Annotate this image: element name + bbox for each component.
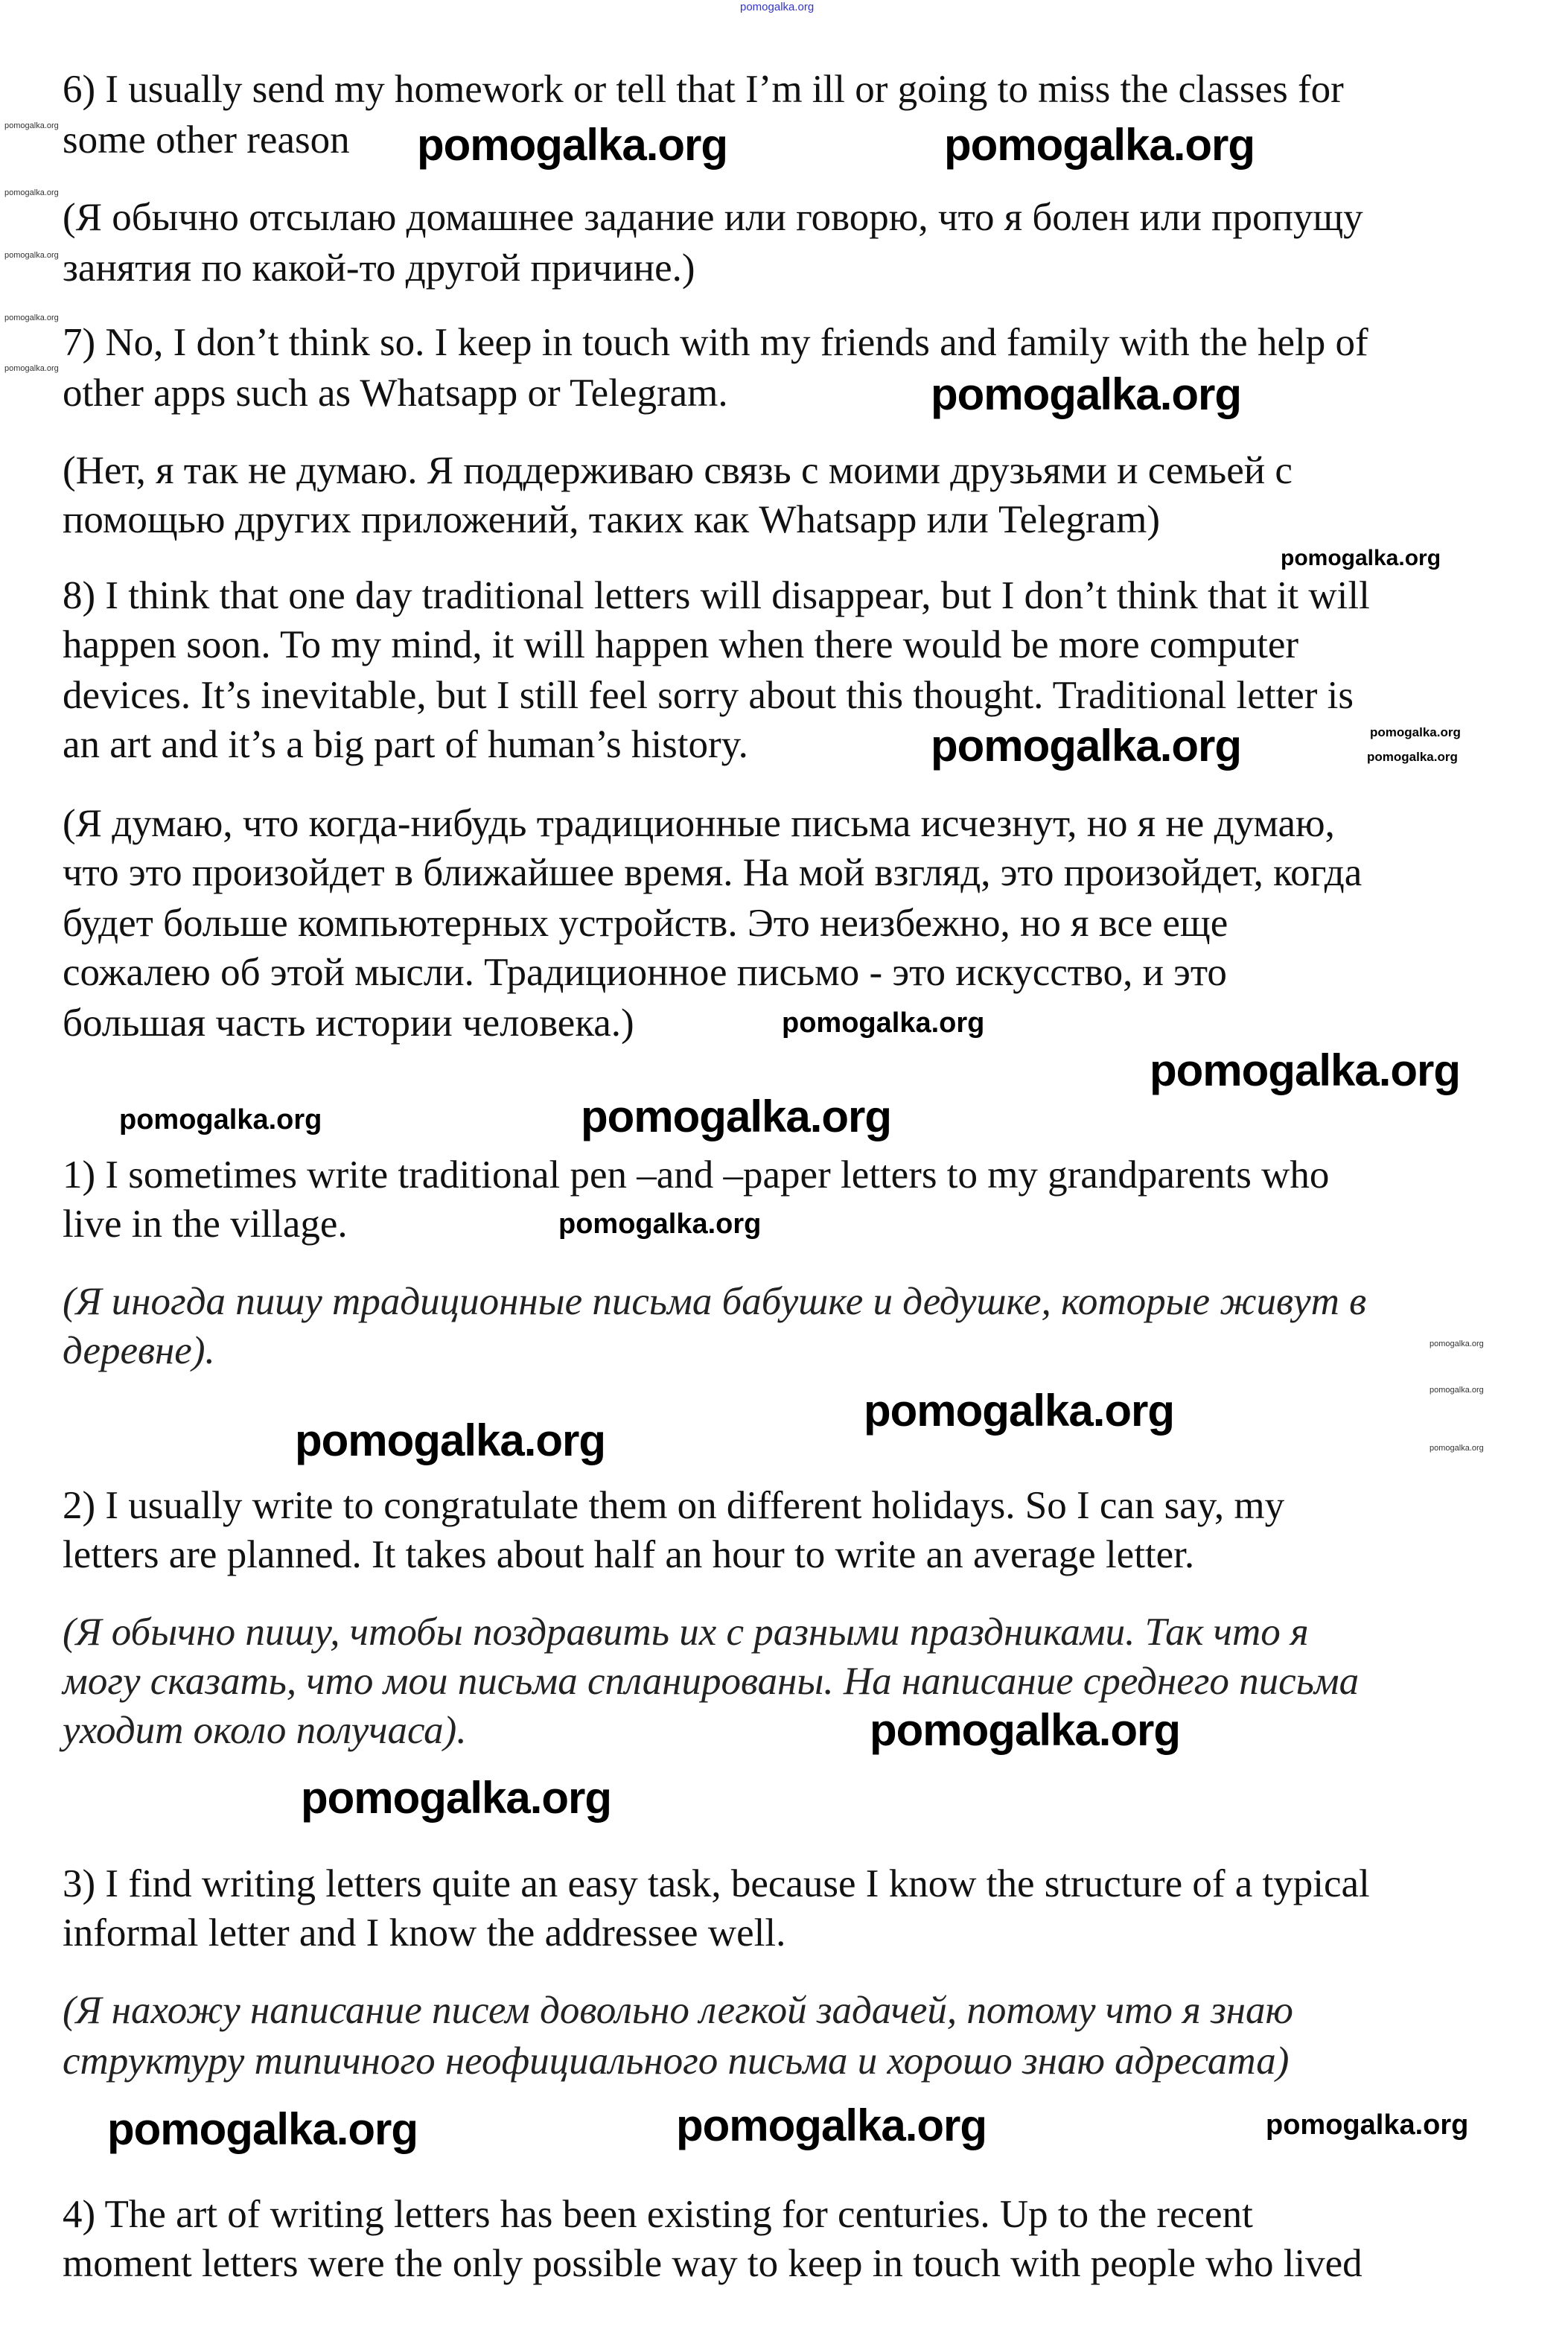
answer-3-line: informal letter and I know the addressee well. xyxy=(63,1911,786,1955)
translation-8-line: сожалею об этой мысли. Традиционное письмо - это искусство, и это xyxy=(63,951,1227,994)
answer-1-line: live in the village. xyxy=(63,1203,348,1246)
watermark-tiny: pomogalka.org xyxy=(4,188,59,197)
watermark: pomogalka.org xyxy=(782,1007,985,1039)
watermark: pomogalka.org xyxy=(944,120,1255,170)
translation-3-line: (Я нахожу написание писем довольно легкой задачей, потому что я знаю xyxy=(63,1989,1293,2032)
watermark: pomogalka.org xyxy=(864,1386,1175,1436)
translation-2-line: могу сказать, что мои письма спланированы. На написание среднего письма xyxy=(63,1660,1360,1703)
watermark-tiny: pomogalka.org xyxy=(1430,1340,1484,1348)
answer-4-line: moment letters were the only possible way to keep in touch with people who lived xyxy=(63,2242,1363,2285)
translation-6-line: (Я обычно отсылаю домашнее задание или говорю, что я болен или пропущу xyxy=(63,196,1363,239)
watermark: pomogalka.org xyxy=(558,1208,762,1240)
answer-1-line: 1) I sometimes write traditional pen –and –paper letters to my grandparents who xyxy=(63,1153,1330,1197)
answer-7-line: 7) No, I don’t think so. I keep in touch with my friends and family with the help of xyxy=(63,321,1368,364)
answer-7-line: other apps such as Whatsapp or Telegram. xyxy=(63,372,728,415)
watermark: pomogalka.org xyxy=(931,369,1242,419)
translation-8-line: что это произойдет в ближайшее время. На мой взгляд, это произойдет, когда xyxy=(63,851,1363,894)
translation-3-line: структуру типичного неофициального письма и хорошо знаю адресата) xyxy=(63,2039,1290,2083)
answer-6-line: some other reason xyxy=(63,118,350,162)
watermark-tiny: pomogalka.org xyxy=(4,251,59,260)
answer-4-line: 4) The art of writing letters has been existing for centuries. Up to the recent xyxy=(63,2193,1253,2236)
watermark-small: pomogalka.org xyxy=(1367,750,1458,764)
translation-2-line: уходит около получаса). xyxy=(63,1709,467,1752)
watermark: pomogalka.org xyxy=(119,1104,322,1135)
watermark-tiny: pomogalka.org xyxy=(4,364,59,373)
watermark: pomogalka.org xyxy=(931,721,1242,771)
answer-8-line: an art and it’s a big part of human’s history. xyxy=(63,723,748,766)
translation-6-line: занятия по какой-то другой причине.) xyxy=(63,246,695,290)
watermark: pomogalka.org xyxy=(1150,1045,1461,1095)
answer-8-line: 8) I think that one day traditional letters will disappear, but I don’t think that it will xyxy=(63,574,1370,617)
translation-7-line: (Нет, я так не думаю. Я поддерживаю связь с моими друзьями и семьей с xyxy=(63,449,1293,492)
watermark-small: pomogalka.org xyxy=(1370,725,1461,739)
watermark: pomogalka.org xyxy=(1266,2109,1469,2141)
translation-8-line: (Я думаю, что когда-нибудь традиционные письма исчезнут, но я не думаю, xyxy=(63,802,1335,845)
watermark-tiny: pomogalka.org xyxy=(4,121,59,130)
answer-8-line: happen soon. To my mind, it will happen when there would be more computer xyxy=(63,623,1299,666)
watermark-tiny: pomogalka.org xyxy=(4,313,59,322)
watermark: pomogalka.org xyxy=(870,1705,1181,1755)
answer-8-line: devices. It’s inevitable, but I still feel sorry about this thought. Traditional letter is xyxy=(63,674,1354,717)
answer-6-line: 6) I usually send my homework or tell that I’m ill or going to miss the classes for xyxy=(63,68,1344,111)
watermark-tiny: pomogalka.org xyxy=(1430,1386,1484,1395)
watermark: pomogalka.org xyxy=(417,120,728,170)
watermark: pomogalka.org xyxy=(107,2104,418,2154)
answer-2-line: 2) I usually write to congratulate them on different holidays. So I can say, my xyxy=(63,1484,1285,1527)
watermark: pomogalka.org xyxy=(1281,546,1441,570)
watermark-tiny: pomogalka.org xyxy=(1430,1444,1484,1453)
watermark: pomogalka.org xyxy=(676,2100,987,2150)
translation-8-line: большая часть истории человека.) xyxy=(63,1001,634,1045)
watermark: pomogalka.org xyxy=(301,1773,612,1823)
translation-1-line: деревне). xyxy=(63,1329,215,1372)
translation-7-line: помощью других приложений, таких как Whatsapp или Telegram) xyxy=(63,498,1160,541)
watermark: pomogalka.org xyxy=(295,1415,606,1465)
translation-8-line: будет больше компьютерных устройств. Это неизбежно, но я все еще xyxy=(63,902,1228,945)
watermark-top: pomogalka.org xyxy=(740,1,815,13)
answer-2-line: letters are planned. It takes about half an hour to write an average letter. xyxy=(63,1533,1195,1576)
watermark: pomogalka.org xyxy=(581,1092,892,1141)
translation-1-line: (Я иногда пишу традиционные письма бабушке и дедушке, которые живут в xyxy=(63,1280,1367,1323)
translation-2-line: (Я обычно пишу, чтобы поздравить их с разными праздниками. Так что я xyxy=(63,1611,1309,1654)
answer-3-line: 3) I find writing letters quite an easy task, because I know the structure of a typical xyxy=(63,1862,1370,1905)
